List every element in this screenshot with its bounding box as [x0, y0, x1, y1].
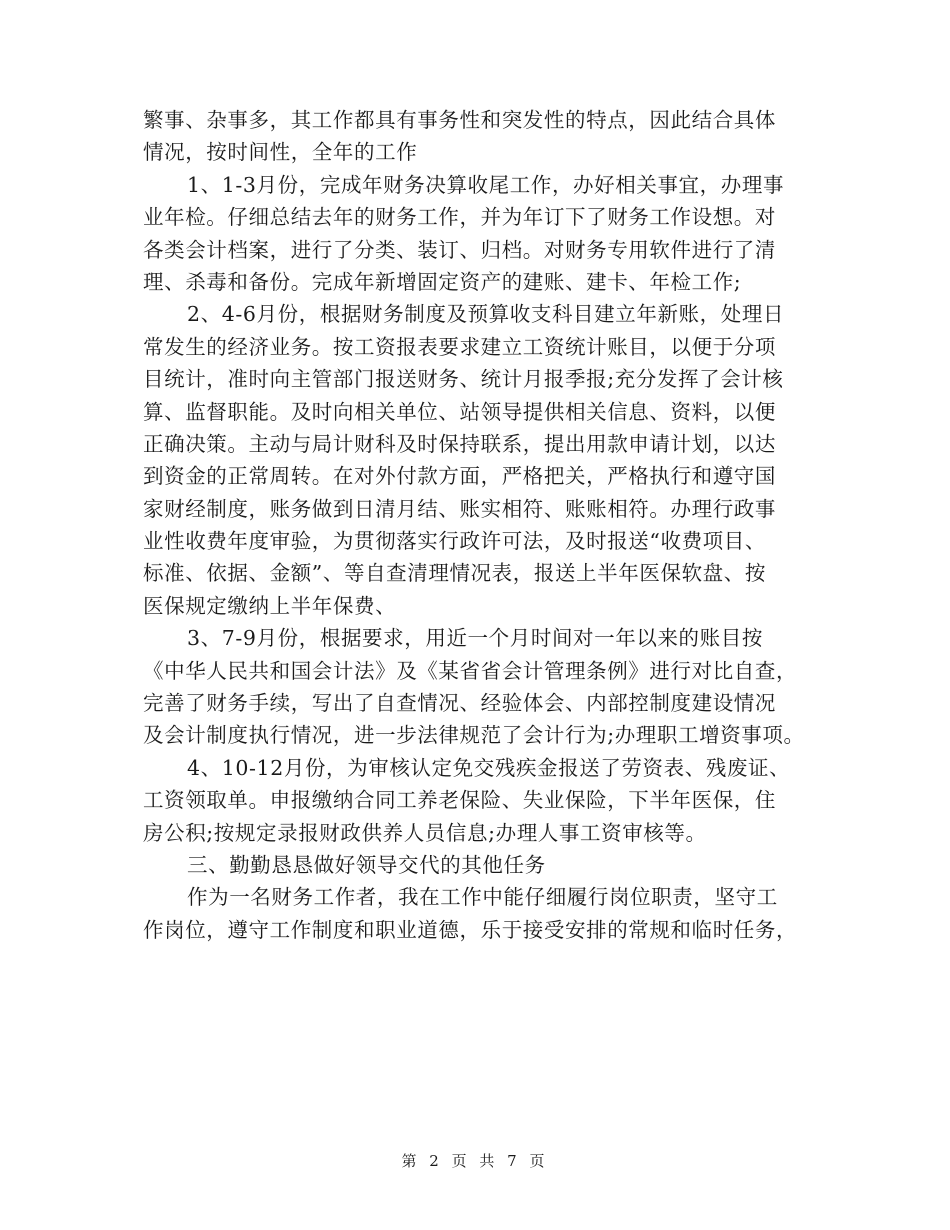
text-line: 正确决策。主动与局计财科及时保持联系，提出用款申请计划，以达 — [143, 431, 776, 456]
text-line: 理、杀毒和备份。完成年新增固定资产的建账、建卡、年检工作; — [143, 269, 742, 294]
text-line: 常发生的经济业务。按工资报表要求建立工资统计账目，以便于分项 — [143, 334, 776, 359]
text-line: 作岗位，遵守工作制度和职业道德，乐于接受安排的常规和临时任务， — [143, 917, 798, 942]
page-number-footer: 第 2 页 共 7 页 — [401, 1152, 549, 1170]
text-line: 1、1-3月份，完成年财务决算收尾工作，办好相关事宜，办理事 — [187, 172, 785, 197]
text-line: 4、10-12月份，为审核认定免交残疾金报送了劳资表、残废证、 — [187, 755, 791, 780]
text-line: 房公积;按规定录报财政供养人员信息;办理人事工资审核等。 — [143, 820, 707, 845]
text-line: 情况，按时间性，全年的工作 — [143, 140, 418, 165]
text-line: 业性收费年度审验，为贯彻落实行政许可法，及时报送“收费项目、 — [143, 529, 766, 554]
text-line: 2、4-6月份，根据财务制度及预算收支科目建立年新账，处理日 — [187, 302, 785, 327]
text-line: 算、监督职能。及时向相关单位、站领导提供相关信息、资料，以便 — [143, 399, 776, 424]
section-heading: 三、勤勤恳恳做好领导交代的其他任务 — [187, 852, 546, 877]
text-line: 作为一名财务工作者，我在工作中能仔细履行岗位职责，坚守工 — [187, 885, 778, 910]
text-line: 繁事、杂事多，其工作都具有事务性和突发性的特点，因此结合具体 — [143, 108, 776, 132]
text-line: 医保规定缴纳上半年保费、 — [143, 593, 397, 618]
text-line: 目统计，准时向主管部门报送财务、统计月报季报;充分发挥了会计核 — [143, 367, 784, 392]
text-line: 家财经制度，账务做到日清月结、账实相符、账账相符。办理行政事 — [143, 496, 776, 521]
text-line: 工资领取单。申报缴纳合同工养老保险、失业保险，下半年医保，住 — [143, 788, 776, 813]
text-line: 《中华人民共和国会计法》及《某省省会计管理条例》进行对比自查， — [143, 658, 798, 683]
text-line: 及会计制度执行情况，进一步法律规范了会计行为;办理职工增资事项。 — [143, 723, 805, 748]
text-line: 到资金的正常周转。在对外付款方面，严格把关，严格执行和遵守国 — [143, 464, 776, 489]
text-line: 3、7-9月份，根据要求，用近一个月时间对一年以来的账目按 — [187, 626, 763, 651]
text-line: 业年检。仔细总结去年的财务工作，并为年订下了财务工作设想。对 — [143, 205, 776, 230]
text-line: 标准、依据、金额”、等自查清理情况表，报送上半年医保软盘、按 — [143, 561, 766, 586]
document-body — [143, 104, 823, 946]
text-line: 完善了财务手续，写出了自查情况、经验体会、内部控制度建设情况 — [143, 691, 776, 716]
text-line: 各类会计档案，进行了分类、装订、归档。对财务专用软件进行了清 — [143, 237, 776, 262]
